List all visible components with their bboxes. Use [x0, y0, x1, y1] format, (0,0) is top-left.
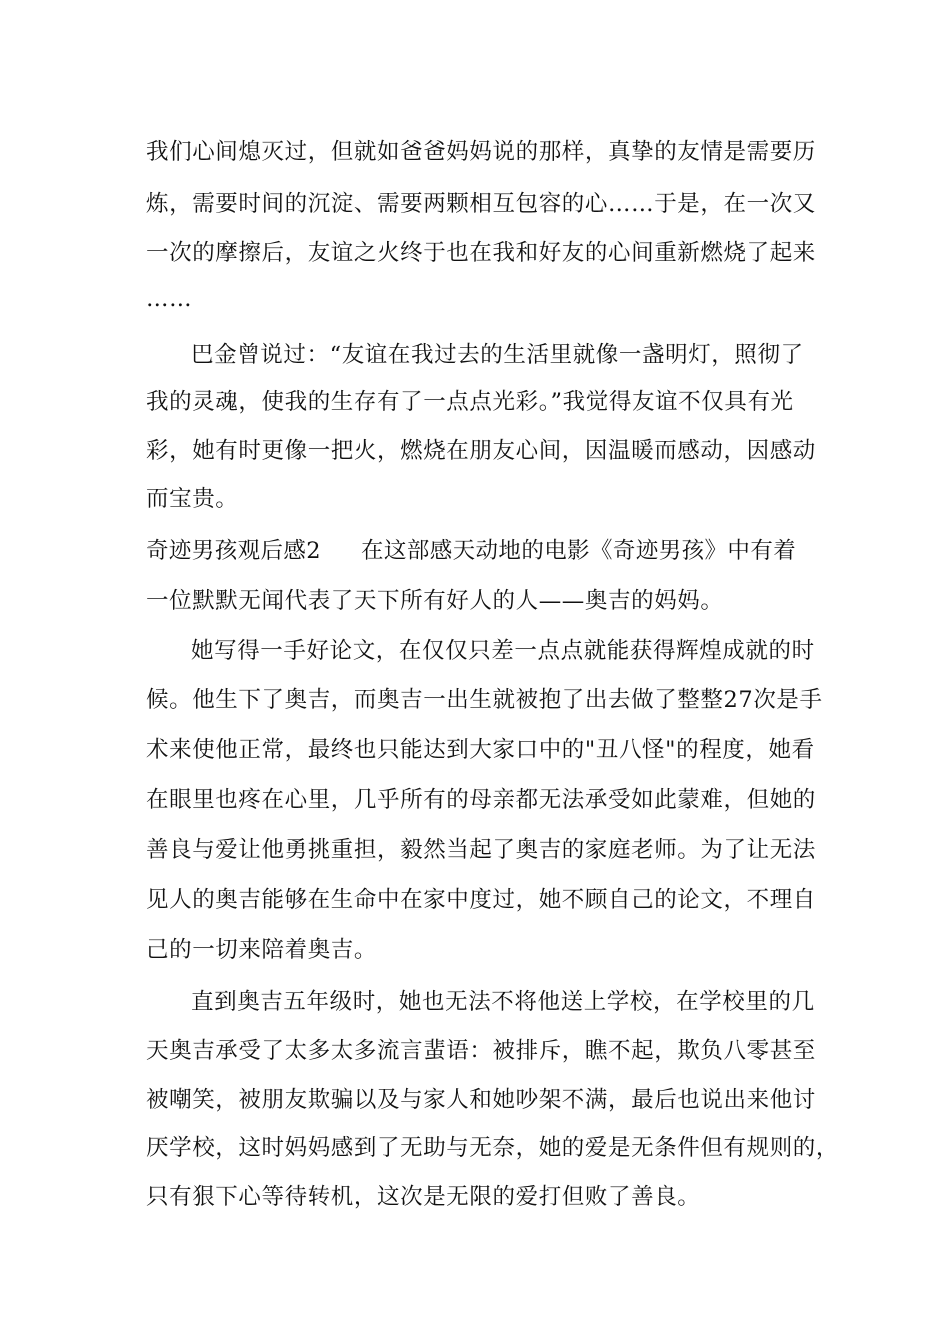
paragraph-2-line-2: 我的灵魂，使我的生存有了一点点光彩。”我觉得友谊不仅具有光: [146, 389, 794, 415]
paragraph-3-line-1: 在这部感天动地的电影《奇迹男孩》中有着: [361, 538, 797, 564]
paragraph-5-line-5: 只有狠下心等待转机，这次是无限的爱打但败了善良。: [146, 1184, 701, 1210]
paragraph-5-line-3: 被嘲笑，被朋友欺骗以及与家人和她吵架不满，最后也说出来他讨: [146, 1087, 816, 1113]
paragraph-3-line-2: 一位默默无闻代表了天下所有好人的人——奥吉的妈妈。: [146, 588, 724, 614]
paragraph-2-line-3: 彩，她有时更像一把火，燃烧在朋友心间，因温暖而感动，因感动: [146, 438, 816, 464]
paragraph-4-line-3: 术来使他正常，最终也只能达到大家口中的"丑八怪"的程度，她看: [146, 737, 815, 763]
paragraph-1-line-1: 我们心间熄灭过，但就如爸爸妈妈说的那样，真挚的友情是需要历: [146, 139, 816, 165]
paragraph-4-line-6: 见人的奥吉能够在生命中在家中度过，她不顾自己的论文，不理自: [146, 887, 816, 913]
paragraph-4-line-5: 善良与爱让他勇挑重担，毅然当起了奥吉的家庭老师。为了让无法: [146, 837, 816, 863]
paragraph-5-line-4: 厌学校，这时妈妈感到了无助与无奈，她的爱是无条件但有规则的，: [146, 1135, 840, 1161]
paragraph-5-line-1: 直到奥吉五年级时，她也无法不将他送上学校，在学校里的几: [191, 989, 815, 1015]
article-heading-line: [146, 536, 796, 566]
paragraph-1-line-2: 炼，需要时间的沉淀、需要两颗相互包容的心……于是，在一次又: [146, 191, 816, 217]
article-heading: 奇迹男孩观后感2: [146, 538, 322, 564]
paragraph-2-line-4: 而宝贵。: [146, 486, 239, 512]
paragraph-4-line-4: 在眼里也疼在心里，几乎所有的母亲都无法承受如此蒙难，但她的: [146, 787, 816, 813]
paragraph-4-line-1: 她写得一手好论文，在仅仅只差一点点就能获得辉煌成就的时: [191, 638, 815, 664]
paragraph-5-line-2: 天奥吉承受了太多太多流言蜚语：被排斥，瞧不起，欺负八零甚至: [146, 1038, 816, 1064]
paragraph-2-line-1: 巴金曾说过：“友谊在我过去的生活里就像一盏明灯，照彻了: [191, 342, 804, 368]
paragraph-1-line-3: 一次的摩擦后，友谊之火终于也在我和好友的心间重新燃烧了起来: [146, 240, 816, 266]
paragraph-4-line-2: 候。他生下了奥吉，而奥吉一出生就被抱了出去做了整整27次是手: [146, 687, 823, 713]
paragraph-4-line-7: 己的一切来陪着奥吉。: [146, 937, 378, 963]
paragraph-1-line-4: ……: [146, 286, 193, 312]
